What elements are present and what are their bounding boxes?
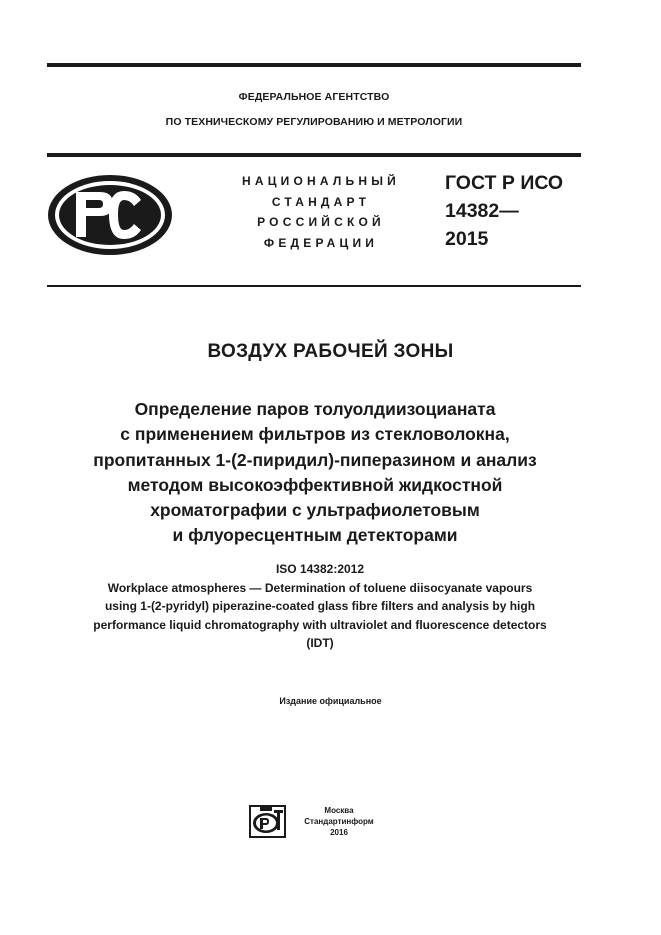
iso-reference: ISO 14382:2012: [275, 562, 365, 576]
subtitle-line: хроматографии с ультрафиолетовым: [150, 500, 480, 521]
publisher-info: [296, 805, 382, 838]
english-title-line: performance liquid chromatography with ultraviolet and fluorescence detectors: [93, 617, 547, 632]
english-title-line: using 1-(2-pyridyl) piperazine-coated glass fibre filters and analysis by high: [104, 599, 536, 613]
subtitle-line: пропитанных 1-(2-пиридил)-пиперазином и анализ: [93, 449, 537, 470]
standard-type-line: ФЕДЕРАЦИИ: [263, 235, 379, 250]
standard-type: [228, 171, 414, 253]
publisher-year: 2016: [330, 828, 348, 837]
document-subtitle: [60, 397, 570, 549]
standard-type-line: НАЦИОНАЛЬНЫЙ: [241, 174, 401, 188]
bottom-rule: [47, 285, 581, 287]
agency-line-1: ФЕДЕРАЛЬНОЕ АГЕНТСТВО: [238, 91, 390, 103]
edition-note: Издание официальное: [279, 696, 382, 706]
standartinform-icon: [249, 805, 286, 838]
designation-line-1: ГОСТ Р ИСО: [445, 172, 564, 194]
subtitle-line: методом высокоэффективной жидкостной: [127, 474, 503, 495]
middle-rule: [47, 153, 581, 157]
english-title-line: (IDT): [306, 636, 334, 650]
iso-reference-block: [40, 560, 600, 653]
designation-line-2: 14382—: [445, 200, 519, 222]
top-rule: [47, 63, 581, 67]
standard-type-line: СТАНДАРТ: [271, 194, 371, 209]
standard-designation: [445, 169, 595, 253]
subtitle-line: и флуоресцентным детекторами: [172, 525, 458, 546]
subtitle-line: с применением фильтров из стекловолокна,: [120, 424, 510, 445]
document-title: ВОЗДУХ РАБОЧЕЙ ЗОНЫ: [207, 341, 454, 362]
english-title-line: Workplace atmospheres — Determination of toluene diisocyanate vapours: [107, 580, 533, 595]
standard-type-line: РОССИЙСКОЙ: [257, 215, 385, 229]
subtitle-line: Определение паров толуолдиизоцианата: [134, 399, 496, 419]
rst-logo-icon: [46, 173, 174, 257]
publisher-city: Москва: [324, 806, 354, 815]
designation-line-3: 2015: [445, 228, 489, 250]
agency-line-2: ПО ТЕХНИЧЕСКОМУ РЕГУЛИРОВАНИЮ И МЕТРОЛОГИИ: [165, 116, 463, 128]
publisher-name: Стандартинформ: [304, 817, 374, 826]
